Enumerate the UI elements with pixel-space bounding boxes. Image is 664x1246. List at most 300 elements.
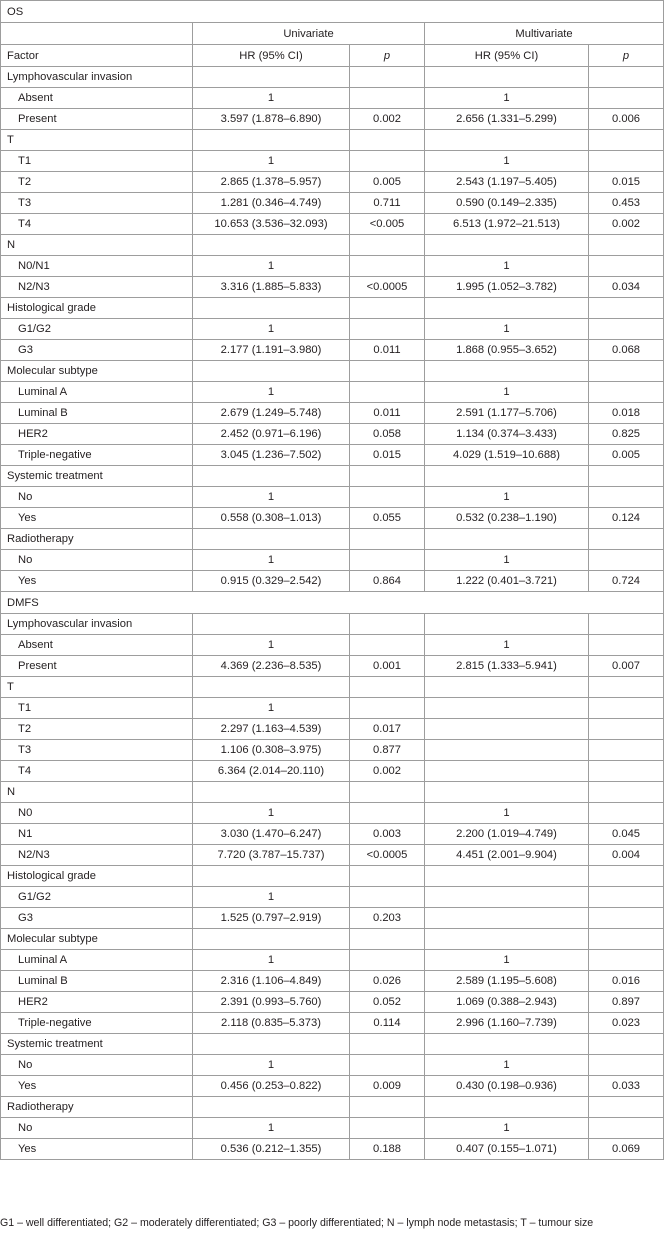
level-label: No (1, 487, 193, 508)
multivariate-p-value (589, 803, 664, 824)
multivariate-hr-value: 1 (425, 256, 589, 277)
section-title-row (1, 592, 664, 614)
multivariate-p-value: 0.007 (589, 656, 664, 677)
level-label: No (1, 1118, 193, 1139)
level-row (1, 487, 664, 508)
empty-cell (193, 614, 350, 635)
section-title: DMFS (1, 592, 664, 614)
univariate-p-value: 0.002 (350, 761, 425, 782)
multivariate-hr-value: 1 (425, 487, 589, 508)
factor-row (1, 466, 664, 487)
univariate-hr-value: 1 (193, 151, 350, 172)
univariate-p-value: 0.114 (350, 1013, 425, 1034)
multivariate-hr-value: 0.430 (0.198–0.936) (425, 1076, 589, 1097)
factor-row (1, 677, 664, 698)
univariate-p-value: 0.188 (350, 1139, 425, 1160)
level-row (1, 508, 664, 529)
univariate-hr-value: 1 (193, 550, 350, 571)
univariate-p-value: 0.877 (350, 740, 425, 761)
multivariate-hr-value: 1.995 (1.052–3.782) (425, 277, 589, 298)
multivariate-hr-value: 0.590 (0.149–2.335) (425, 193, 589, 214)
empty-cell (589, 298, 664, 319)
multivariate-hr-value: 1 (425, 1118, 589, 1139)
multivariate-hr-value: 2.996 (1.160–7.739) (425, 1013, 589, 1034)
univariate-hr-value: 2.118 (0.835–5.373) (193, 1013, 350, 1034)
level-row (1, 319, 664, 340)
univariate-hr-value: 0.915 (0.329–2.542) (193, 571, 350, 592)
univariate-hr-value: 3.316 (1.885–5.833) (193, 277, 350, 298)
multivariate-hr-value: 1.222 (0.401–3.721) (425, 571, 589, 592)
level-row (1, 656, 664, 677)
multivariate-p-value: 0.002 (589, 214, 664, 235)
univariate-p-value: <0.0005 (350, 277, 425, 298)
univariate-hr-value: 1 (193, 319, 350, 340)
factor-row (1, 929, 664, 950)
univariate-hr-value: 2.316 (1.106–4.849) (193, 971, 350, 992)
empty-cell (589, 130, 664, 151)
univariate-p-value: 0.052 (350, 992, 425, 1013)
level-label: HER2 (1, 992, 193, 1013)
multivariate-hr-value (425, 887, 589, 908)
multivariate-p-value: 0.825 (589, 424, 664, 445)
empty-cell (425, 782, 589, 803)
section-title: OS (1, 1, 664, 23)
univariate-p-value (350, 550, 425, 571)
univariate-hr-value: 1 (193, 1055, 350, 1076)
empty-cell (193, 361, 350, 382)
empty-cell (425, 1097, 589, 1118)
univariate-hr-value: 1 (193, 635, 350, 656)
univariate-p-value: <0.0005 (350, 845, 425, 866)
multivariate-hr-value: 1 (425, 88, 589, 109)
factor-name: Molecular subtype (1, 361, 193, 382)
univariate-p-value: 0.015 (350, 445, 425, 466)
level-label: G3 (1, 340, 193, 361)
multivariate-hr-value: 2.591 (1.177–5.706) (425, 403, 589, 424)
multivariate-hr-value: 0.532 (0.238–1.190) (425, 508, 589, 529)
level-label: Present (1, 109, 193, 130)
univariate-hr-value: 1 (193, 487, 350, 508)
level-row (1, 803, 664, 824)
empty-cell (350, 298, 425, 319)
level-label: Triple-negative (1, 445, 193, 466)
multivariate-p-value: 0.018 (589, 403, 664, 424)
empty-cell (425, 1034, 589, 1055)
multivariate-hr-value: 1 (425, 950, 589, 971)
empty-cell (193, 782, 350, 803)
level-row (1, 403, 664, 424)
multivariate-hr-value: 2.200 (1.019–4.749) (425, 824, 589, 845)
univariate-p-value: 0.009 (350, 1076, 425, 1097)
empty-cell (425, 361, 589, 382)
factor-row (1, 782, 664, 803)
multivariate-p-value: 0.004 (589, 845, 664, 866)
table-body (1, 1, 664, 1160)
multivariate-hr-value: 1 (425, 382, 589, 403)
multivariate-p-value (589, 740, 664, 761)
factor-row (1, 529, 664, 550)
factor-header: Factor (1, 45, 193, 67)
empty-cell (589, 1097, 664, 1118)
univariate-hr-value: 1 (193, 1118, 350, 1139)
level-row (1, 1055, 664, 1076)
univariate-hr-value: 1 (193, 698, 350, 719)
factor-row (1, 67, 664, 88)
factor-name: Histological grade (1, 298, 193, 319)
level-label: Present (1, 656, 193, 677)
univariate-hr-value: 3.597 (1.878–6.890) (193, 109, 350, 130)
level-label: Luminal A (1, 950, 193, 971)
level-row (1, 1118, 664, 1139)
univariate-hr-value: 1 (193, 803, 350, 824)
empty-cell (425, 235, 589, 256)
level-row (1, 214, 664, 235)
level-label: T4 (1, 761, 193, 782)
level-row (1, 908, 664, 929)
column-group-header-row (1, 23, 664, 45)
multivariate-hr-value: 1 (425, 1055, 589, 1076)
multivariate-hr-value (425, 698, 589, 719)
multivariate-p-value (589, 256, 664, 277)
empty-cell (193, 929, 350, 950)
empty-cell (425, 866, 589, 887)
univariate-p-value: 0.001 (350, 656, 425, 677)
level-row (1, 550, 664, 571)
empty-cell (193, 67, 350, 88)
multivariate-p-value: 0.069 (589, 1139, 664, 1160)
level-label: Yes (1, 1139, 193, 1160)
level-row (1, 109, 664, 130)
factor-name: Lymphovascular invasion (1, 614, 193, 635)
level-row (1, 950, 664, 971)
empty-cell (193, 130, 350, 151)
multivariate-hr-value: 0.407 (0.155–1.071) (425, 1139, 589, 1160)
level-row (1, 256, 664, 277)
univariate-hr-header: HR (95% CI) (193, 45, 350, 67)
univariate-p-value: 0.203 (350, 908, 425, 929)
level-row (1, 845, 664, 866)
multivariate-hr-value: 1 (425, 803, 589, 824)
multivariate-p-value (589, 635, 664, 656)
multivariate-hr-value: 2.543 (1.197–5.405) (425, 172, 589, 193)
empty-cell (425, 298, 589, 319)
multivariate-p-value: 0.016 (589, 971, 664, 992)
empty-cell (589, 866, 664, 887)
empty-cell (425, 614, 589, 635)
univariate-hr-value: 2.391 (0.993–5.760) (193, 992, 350, 1013)
multivariate-p-value (589, 382, 664, 403)
univariate-p-value (350, 319, 425, 340)
level-row (1, 992, 664, 1013)
empty-cell (350, 235, 425, 256)
level-row (1, 719, 664, 740)
multivariate-p-value: 0.897 (589, 992, 664, 1013)
level-label: T2 (1, 172, 193, 193)
factor-name: Radiotherapy (1, 529, 193, 550)
univariate-p-value (350, 635, 425, 656)
multivariate-p-value: 0.006 (589, 109, 664, 130)
empty-cell (350, 866, 425, 887)
level-row (1, 887, 664, 908)
multivariate-hr-value: 1.069 (0.388–2.943) (425, 992, 589, 1013)
factor-name: N (1, 782, 193, 803)
level-label: T3 (1, 193, 193, 214)
level-row (1, 740, 664, 761)
multivariate-hr-value (425, 740, 589, 761)
level-label: Yes (1, 508, 193, 529)
univariate-p-value (350, 1055, 425, 1076)
multivariate-p-value (589, 761, 664, 782)
level-label: Yes (1, 1076, 193, 1097)
multivariate-p-value (589, 319, 664, 340)
factor-row (1, 361, 664, 382)
univariate-hr-value: 2.865 (1.378–5.957) (193, 172, 350, 193)
univariate-header: Univariate (193, 23, 425, 45)
level-label: Triple-negative (1, 1013, 193, 1034)
multivariate-hr-value: 2.656 (1.331–5.299) (425, 109, 589, 130)
level-label: T2 (1, 719, 193, 740)
univariate-p-value: 0.003 (350, 824, 425, 845)
multivariate-p-value: 0.033 (589, 1076, 664, 1097)
multivariate-p-value (589, 88, 664, 109)
univariate-hr-value: 1 (193, 950, 350, 971)
univariate-p-value: 0.017 (350, 719, 425, 740)
multivariate-hr-value (425, 719, 589, 740)
empty-cell (589, 466, 664, 487)
level-row (1, 1076, 664, 1097)
univariate-hr-value: 3.030 (1.470–6.247) (193, 824, 350, 845)
level-row (1, 698, 664, 719)
level-row (1, 971, 664, 992)
univariate-p-value (350, 698, 425, 719)
univariate-hr-value: 10.653 (3.536–32.093) (193, 214, 350, 235)
univariate-hr-value: 1 (193, 256, 350, 277)
level-row (1, 1139, 664, 1160)
factor-row (1, 130, 664, 151)
multivariate-p-value: 0.124 (589, 508, 664, 529)
univariate-p-value (350, 151, 425, 172)
univariate-p-value (350, 1118, 425, 1139)
multivariate-p-value: 0.724 (589, 571, 664, 592)
multivariate-header: Multivariate (425, 23, 664, 45)
empty-cell (589, 677, 664, 698)
level-row (1, 172, 664, 193)
univariate-hr-value: 2.679 (1.249–5.748) (193, 403, 350, 424)
level-label: N0/N1 (1, 256, 193, 277)
empty-cell (425, 130, 589, 151)
table-footnote: G1 – well differentiated; G2 – moderately differentiated; G3 – poorly differentiated; N – lymph node metastasis; T – tumour size (0, 1217, 594, 1229)
multivariate-hr-value: 1.868 (0.955–3.652) (425, 340, 589, 361)
multivariate-hr-value: 1.134 (0.374–3.433) (425, 424, 589, 445)
factor-row (1, 298, 664, 319)
empty-cell (350, 1034, 425, 1055)
multivariate-p-value (589, 698, 664, 719)
univariate-hr-value: 0.456 (0.253–0.822) (193, 1076, 350, 1097)
univariate-hr-value: 1.281 (0.346–4.749) (193, 193, 350, 214)
univariate-hr-value: 2.177 (1.191–3.980) (193, 340, 350, 361)
empty-cell (589, 529, 664, 550)
empty-cell (589, 782, 664, 803)
empty-cell (589, 929, 664, 950)
univariate-hr-value: 6.364 (2.014–20.110) (193, 761, 350, 782)
empty-header-cell (1, 23, 193, 45)
multivariate-hr-value: 1 (425, 151, 589, 172)
univariate-p-value (350, 887, 425, 908)
univariate-p-value: 0.711 (350, 193, 425, 214)
empty-cell (350, 67, 425, 88)
multivariate-hr-value: 6.513 (1.972–21.513) (425, 214, 589, 235)
level-label: Luminal A (1, 382, 193, 403)
univariate-p-value: 0.864 (350, 571, 425, 592)
univariate-p-value (350, 487, 425, 508)
empty-cell (350, 130, 425, 151)
empty-cell (589, 235, 664, 256)
empty-cell (193, 529, 350, 550)
multivariate-hr-header: HR (95% CI) (425, 45, 589, 67)
univariate-hr-value: 0.536 (0.212–1.355) (193, 1139, 350, 1160)
level-row (1, 761, 664, 782)
multivariate-p-value: 0.068 (589, 340, 664, 361)
empty-cell (193, 677, 350, 698)
univariate-p-value: 0.002 (350, 109, 425, 130)
empty-cell (425, 67, 589, 88)
multivariate-p-value (589, 1055, 664, 1076)
level-row (1, 635, 664, 656)
level-label: Absent (1, 635, 193, 656)
univariate-p-value: 0.055 (350, 508, 425, 529)
multivariate-hr-value (425, 908, 589, 929)
empty-cell (589, 614, 664, 635)
multivariate-p-value (589, 151, 664, 172)
univariate-hr-value: 0.558 (0.308–1.013) (193, 508, 350, 529)
factor-name: Systemic treatment (1, 466, 193, 487)
level-row (1, 1013, 664, 1034)
level-row (1, 424, 664, 445)
multivariate-p-value (589, 487, 664, 508)
empty-cell (193, 866, 350, 887)
empty-cell (425, 466, 589, 487)
univariate-hr-value: 7.720 (3.787–15.737) (193, 845, 350, 866)
column-header-row (1, 45, 664, 67)
univariate-p-header: p (350, 45, 425, 67)
empty-cell (193, 1034, 350, 1055)
empty-cell (193, 235, 350, 256)
univariate-p-value (350, 950, 425, 971)
multivariate-hr-value: 4.451 (2.001–9.904) (425, 845, 589, 866)
univariate-hr-value: 1.106 (0.308–3.975) (193, 740, 350, 761)
level-row (1, 277, 664, 298)
factor-name: Radiotherapy (1, 1097, 193, 1118)
empty-cell (425, 929, 589, 950)
univariate-p-value (350, 803, 425, 824)
multivariate-hr-value: 2.589 (1.195–5.608) (425, 971, 589, 992)
level-label: N2/N3 (1, 845, 193, 866)
empty-cell (350, 614, 425, 635)
multivariate-p-value (589, 550, 664, 571)
level-row (1, 382, 664, 403)
multivariate-hr-value: 2.815 (1.333–5.941) (425, 656, 589, 677)
multivariate-p-value: 0.015 (589, 172, 664, 193)
multivariate-hr-value: 1 (425, 635, 589, 656)
empty-cell (350, 466, 425, 487)
level-row (1, 151, 664, 172)
univariate-hr-value: 2.452 (0.971–6.196) (193, 424, 350, 445)
empty-cell (193, 466, 350, 487)
factor-row (1, 866, 664, 887)
empty-cell (193, 298, 350, 319)
level-label: T1 (1, 698, 193, 719)
level-label: G1/G2 (1, 319, 193, 340)
multivariate-p-value (589, 719, 664, 740)
multivariate-p-value: 0.005 (589, 445, 664, 466)
univariate-p-value: 0.005 (350, 172, 425, 193)
univariate-hr-value: 4.369 (2.236–8.535) (193, 656, 350, 677)
level-label: No (1, 1055, 193, 1076)
factor-row (1, 614, 664, 635)
multivariate-hr-value: 1 (425, 319, 589, 340)
level-row (1, 571, 664, 592)
level-label: T4 (1, 214, 193, 235)
level-row (1, 193, 664, 214)
multivariate-p-header: p (589, 45, 664, 67)
level-label: Absent (1, 88, 193, 109)
multivariate-hr-value (425, 761, 589, 782)
level-label: No (1, 550, 193, 571)
level-label: N1 (1, 824, 193, 845)
level-label: G3 (1, 908, 193, 929)
empty-cell (425, 677, 589, 698)
level-label: T3 (1, 740, 193, 761)
univariate-p-value: 0.026 (350, 971, 425, 992)
level-label: Luminal B (1, 403, 193, 424)
univariate-p-value: 0.011 (350, 403, 425, 424)
multivariate-hr-value: 1 (425, 550, 589, 571)
empty-cell (589, 361, 664, 382)
univariate-p-value: 0.011 (350, 340, 425, 361)
level-label: HER2 (1, 424, 193, 445)
level-row (1, 340, 664, 361)
empty-cell (589, 1034, 664, 1055)
univariate-p-value (350, 256, 425, 277)
factor-row (1, 1034, 664, 1055)
univariate-p-value (350, 88, 425, 109)
factor-name: N (1, 235, 193, 256)
factor-name: Lymphovascular invasion (1, 67, 193, 88)
level-label: Luminal B (1, 971, 193, 992)
univariate-p-value (350, 382, 425, 403)
multivariate-p-value (589, 1118, 664, 1139)
univariate-hr-value: 1 (193, 382, 350, 403)
multivariate-p-value (589, 908, 664, 929)
univariate-hr-value: 1 (193, 887, 350, 908)
univariate-p-value: 0.058 (350, 424, 425, 445)
factor-row (1, 1097, 664, 1118)
factor-row (1, 235, 664, 256)
level-row (1, 445, 664, 466)
empty-cell (350, 529, 425, 550)
univariate-p-value: <0.005 (350, 214, 425, 235)
empty-cell (350, 677, 425, 698)
univariate-hr-value: 1 (193, 88, 350, 109)
factor-name: Systemic treatment (1, 1034, 193, 1055)
empty-cell (350, 929, 425, 950)
multivariate-p-value: 0.045 (589, 824, 664, 845)
level-row (1, 88, 664, 109)
empty-cell (350, 782, 425, 803)
level-label: G1/G2 (1, 887, 193, 908)
level-label: T1 (1, 151, 193, 172)
section-title-row (1, 1, 664, 23)
